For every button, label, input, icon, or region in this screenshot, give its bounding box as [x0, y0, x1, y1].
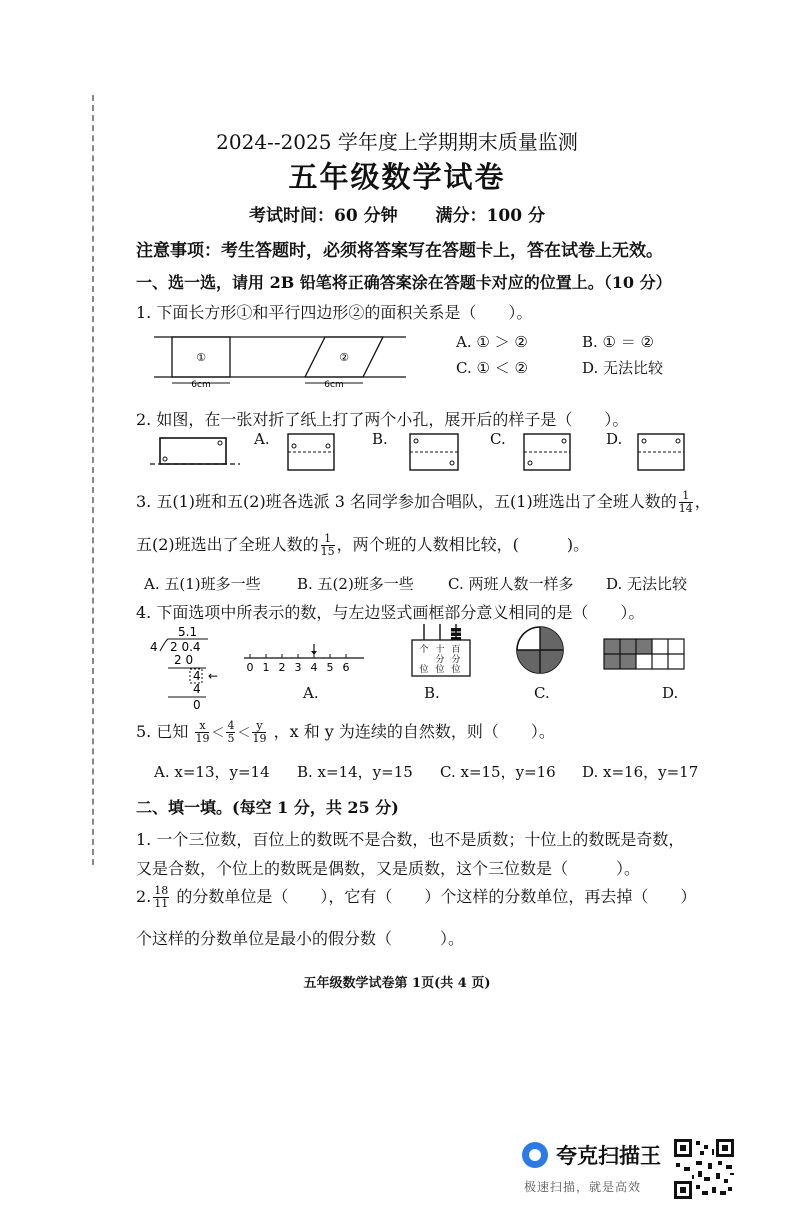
s2-q1-line1: 1. 一个三位数，百位上的数既不是合数，也不是质数；十位上的数既是奇数，	[136, 830, 685, 849]
q2-text: 2. 如图，在一张对折了纸上打了两个小孔，展开后的样子是（ ）。	[136, 410, 629, 429]
q4-grid-figure	[603, 638, 685, 670]
q1-text: 1. 下面长方形①和平行四边形②的面积关系是（ ）。	[136, 303, 533, 322]
q1-option-a[interactable]: A. ① ＞ ②	[456, 333, 528, 351]
scanner-watermark	[522, 1140, 670, 1200]
svg-text:5.1: 5.1	[178, 625, 198, 639]
score-label: 满分：100 分	[435, 206, 545, 226]
svg-text:位: 位	[419, 665, 429, 675]
q4-long-division	[146, 624, 236, 712]
q2-option-d-figure	[636, 432, 686, 472]
svg-text:2 0.4: 2 0.4	[170, 640, 201, 654]
q4-option-a[interactable]: A.	[303, 684, 319, 702]
q2-option-d[interactable]: D.	[606, 430, 623, 448]
q5-option-b[interactable]: B. x=14，y=15	[297, 763, 413, 781]
qr-code-icon	[672, 1137, 736, 1201]
scanner-tagline: 极速扫描，就是高效	[524, 1180, 642, 1194]
number-line-tick-label: 1	[262, 661, 270, 674]
rect-length-label: 6cm	[191, 380, 211, 390]
svg-text:0: 0	[193, 698, 201, 712]
q4-option-d[interactable]: D.	[662, 684, 679, 702]
scanner-brand-name: 夸克扫描王	[556, 1144, 661, 1168]
page-footer: 五年级数学试卷第 1页(共 4 页)	[303, 976, 491, 991]
section2-heading: 二、填一填。(每空 1 分，共 25 分)	[136, 798, 399, 817]
q3-option-d[interactable]: D. 无法比较	[606, 575, 688, 593]
s2-q2-line2: 个这样的分数单位是最小的假分数（ ）。	[136, 929, 465, 948]
svg-text:←: ←	[208, 669, 219, 683]
q1-option-d[interactable]: D. 无法比较	[582, 359, 664, 377]
q5-option-a[interactable]: A. x=13，y=14	[154, 763, 270, 781]
parallelogram-length-label: 6cm	[324, 380, 344, 390]
q5-fraction-y: $\frac{y}{19}$	[252, 719, 267, 745]
q5-text: 5. 已知 $\frac{x}{19}$ ＜ $\frac{4}{5}$ ＜ $\frac{y}{19}$ ，x 和 y 为连续的自然数，则（ ）。	[136, 719, 555, 745]
s2-q2-line1: 2. $\frac{18}{11}$ 的分数单位是（ ），它有（ ）个这样的分数单位，再去掉（ ）	[136, 884, 697, 910]
number-line-tick-label: 4	[310, 661, 318, 674]
number-line-tick-label: 3	[294, 661, 302, 674]
rect-label: ①	[196, 351, 206, 364]
q5-fraction-4-5: $\frac{4}{5}$	[227, 719, 235, 745]
q1-option-b[interactable]: B. ① ＝ ②	[582, 333, 654, 351]
svg-text:4: 4	[193, 682, 201, 696]
number-line-tick-label: 2	[278, 661, 286, 674]
q4-option-b[interactable]: B.	[424, 684, 440, 702]
q5-option-c[interactable]: C. x=15，y=16	[440, 763, 556, 781]
q4-text: 4. 下面选项中所表示的数，与左边竖式画框部分意义相同的是（ ）。	[136, 603, 645, 622]
q5-option-d[interactable]: D. x=16，y=17	[582, 763, 699, 781]
svg-text:分: 分	[435, 655, 445, 665]
q2-option-a[interactable]: A.	[254, 430, 270, 448]
q2-folded-paper	[148, 430, 244, 470]
q1-option-c[interactable]: C. ① ＜ ②	[456, 359, 528, 377]
q3-line1: 3. 五(1)班和五(2)班各选派 3 名同学参加合唱队，五(1)班选出了全班人数的 $\frac{1}{14}$ ，	[136, 489, 711, 515]
svg-text:4: 4	[193, 669, 201, 683]
svg-text:分: 分	[451, 655, 461, 665]
q3-option-c[interactable]: C. 两班人数一样多	[448, 575, 574, 593]
s2-q2-fraction: $\frac{18}{11}$	[154, 884, 169, 910]
s2-q1-line2: 又是合数，个位上的数既是偶数，又是质数，这个三位数是（ ）。	[136, 859, 641, 878]
section1-heading: 一、选一选，请用 2B 铅笔将正确答案涂在答题卡对应的位置上。（10 分）	[136, 273, 672, 292]
svg-text:2 0: 2 0	[174, 653, 194, 667]
exam-meta	[0, 201, 794, 226]
number-line-tick-label: 5	[326, 661, 334, 674]
time-label: 考试时间：60 分钟	[249, 206, 398, 226]
q3-fraction-1: $\frac{1}{14}$	[678, 489, 693, 515]
q3-option-b[interactable]: B. 五(2)班多一些	[297, 575, 414, 593]
number-line-tick-label: 6	[342, 661, 350, 674]
svg-text:十: 十	[435, 645, 445, 655]
svg-text:4: 4	[150, 640, 158, 654]
q2-option-c-figure	[522, 432, 572, 472]
exam-title: 2024--2025 学年度上学期期末质量监测	[216, 130, 578, 154]
q4-number-line	[240, 642, 368, 674]
svg-text:位: 位	[435, 665, 445, 675]
q4-option-c[interactable]: C.	[534, 684, 550, 702]
parallelogram-label: ②	[339, 351, 349, 364]
svg-text:位: 位	[451, 665, 461, 675]
q2-option-c[interactable]: C.	[490, 430, 506, 448]
q5-fraction-x: $\frac{x}{19}$	[195, 719, 210, 745]
q3-fraction-2: $\frac{1}{15}$	[320, 532, 335, 558]
q4-abacus	[410, 622, 472, 678]
notice: 注意事项：考生答题时，必须将答案写在答题卡上，答在试卷上无效。	[136, 241, 663, 261]
q2-option-a-figure	[286, 432, 336, 472]
q4-circle-figure	[514, 624, 566, 676]
paper-title: 五年级数学试卷	[288, 160, 506, 194]
q3-line1-text: 3. 五(1)班和五(2)班各选派 3 名同学参加合唱队，五(1)班选出了全班人数的	[136, 492, 677, 511]
svg-text:个: 个	[419, 645, 429, 655]
q3-option-a[interactable]: A. 五(1)班多一些	[144, 575, 261, 593]
q3-line2: 五(2)班选出了全班人数的 $\frac{1}{15}$ ，两个班的人数相比较，( )。	[136, 532, 590, 558]
svg-text:百: 百	[451, 645, 461, 655]
q2-option-b[interactable]: B.	[372, 430, 388, 448]
q1-figure	[150, 325, 410, 393]
q2-option-b-figure	[408, 432, 460, 472]
scanner-logo-icon	[522, 1142, 548, 1168]
number-line-tick-label: 0	[246, 661, 254, 674]
